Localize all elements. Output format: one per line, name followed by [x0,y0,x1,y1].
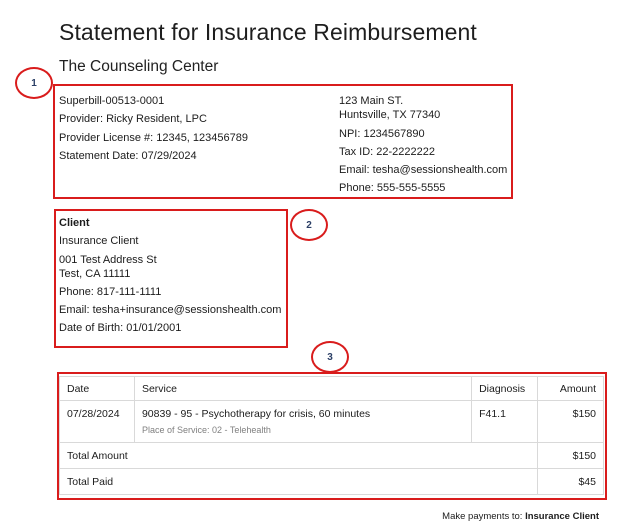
services-table [59,376,604,495]
practice-name: The Counseling Center [59,58,219,75]
total-amount-value: $150 [538,443,604,469]
total-amount-label: Total Amount [60,443,538,469]
table-header-row [60,377,604,401]
total-paid-value: $45 [538,469,604,495]
total-paid-row [60,469,604,495]
client-name: Insurance Client [59,235,139,247]
payments-label: Make payments to: [442,511,523,522]
provider-email: Email: tesha@sessionshealth.com [339,164,508,176]
client-email: Email: tesha+insurance@sessionshealth.com [59,304,282,316]
client-phone: Phone: 817-111-1111 [59,286,162,298]
superbill-number: Superbill-00513-0001 [59,95,165,107]
total-paid-label: Total Paid [60,469,538,495]
service-date: 07/28/2024 [60,401,135,443]
service-cell [134,401,471,443]
provider-license: Provider License #: 12345, 123456789 [59,132,248,144]
callout-marker-1: 1 [15,67,53,99]
place-of-service: Place of Service: 02 - Telehealth [141,425,271,435]
table-row [60,401,604,443]
callout-marker-3: 3 [311,341,349,373]
client-address-line1: 001 Test Address St [59,254,157,266]
column-header-amount: Amount [538,377,604,401]
page-title: Statement for Insurance Reimbursement [59,19,477,45]
callout-marker-2: 2 [290,209,328,241]
provider-phone: Phone: 555-555-5555 [339,182,446,194]
service-diagnosis: F41.1 [472,401,538,443]
service-amount: $150 [538,401,604,443]
statement-date: Statement Date: 07/29/2024 [59,150,197,162]
payee-name: Insurance Client [525,511,599,522]
payment-instruction [442,511,599,522]
column-header-diagnosis: Diagnosis [472,377,538,401]
client-dob: Date of Birth: 01/01/2001 [59,322,182,334]
provider-npi: NPI: 1234567890 [339,128,425,140]
provider-address-line2: Huntsville, TX 77340 [339,109,441,121]
service-description: 90839 - 95 - Psychotherapy for crisis, 60 minutes [141,408,371,420]
client-address-line2: Test, CA 11111 [59,268,131,280]
column-header-service: Service [134,377,471,401]
client-heading: Client [59,217,90,229]
provider-address-line1: 123 Main ST. [339,95,404,107]
total-amount-row [60,443,604,469]
column-header-date: Date [60,377,135,401]
provider-name: Provider: Ricky Resident, LPC [59,113,207,125]
provider-tax-id: Tax ID: 22-2222222 [339,146,436,158]
